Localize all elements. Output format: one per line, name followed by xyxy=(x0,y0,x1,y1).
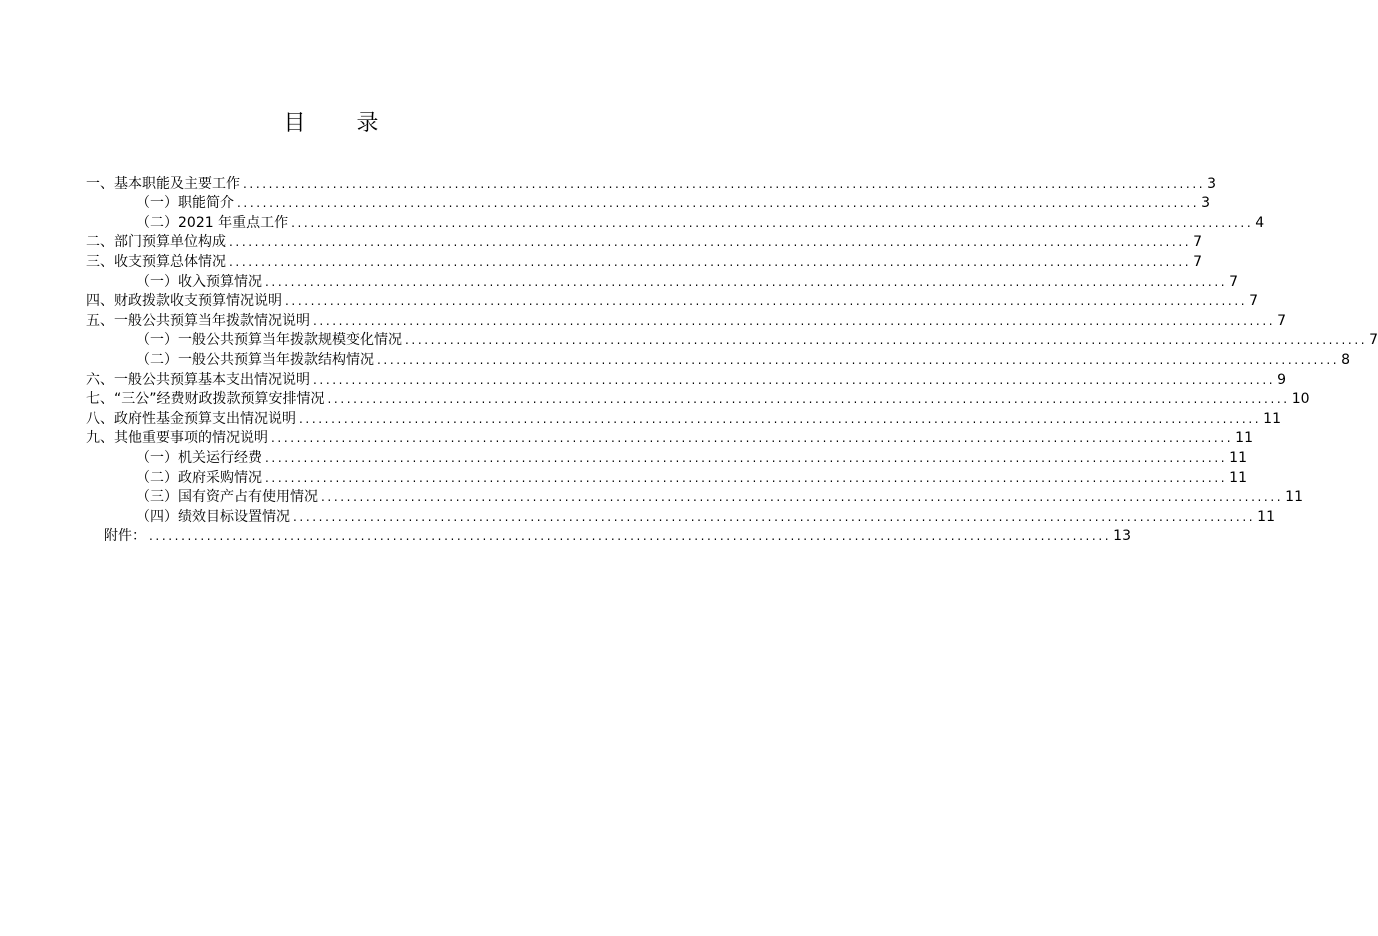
toc-entry[interactable] xyxy=(86,389,1310,409)
toc-entry-page: 8 xyxy=(1341,351,1351,368)
toc-dot-leader: ...................................................................................................................................................... xyxy=(313,372,1276,387)
table-of-contents xyxy=(86,173,1378,545)
toc-entry[interactable] xyxy=(86,428,1253,448)
toc-entry-label: 四、财政拨款收支预算情况说明 xyxy=(86,293,282,310)
toc-dot-leader: ...................................................................................................................................................... xyxy=(149,529,1112,544)
toc-dot-leader: ...................................................................................................................................................... xyxy=(237,196,1200,211)
toc-entry-page: 7 xyxy=(1249,293,1259,310)
toc-entry-page: 3 xyxy=(1207,175,1217,192)
toc-entry-label: （三）国有资产占有使用情况 xyxy=(136,489,318,506)
toc-entry[interactable] xyxy=(86,369,1287,389)
toc-dot-leader: ...................................................................................................................................................... xyxy=(327,392,1290,407)
toc-entry-label: （一）职能简介 xyxy=(136,195,234,212)
toc-entry-page: 7 xyxy=(1369,332,1378,349)
toc-entry[interactable] xyxy=(86,487,1303,507)
toc-entry-page: 9 xyxy=(1277,371,1287,388)
toc-entry[interactable] xyxy=(86,251,1203,271)
toc-dot-leader: ...................................................................................................................................................... xyxy=(291,215,1254,230)
toc-entry-label: （一）一般公共预算当年拨款规模变化情况 xyxy=(136,332,402,349)
toc-entry[interactable] xyxy=(86,271,1239,291)
toc-dot-leader: ...................................................................................................................................................... xyxy=(229,254,1192,269)
toc-entry-page: 11 xyxy=(1229,449,1247,466)
toc-entry[interactable] xyxy=(86,212,1265,232)
toc-entry-label: （一）机关运行经费 xyxy=(136,449,262,466)
toc-entry-page: 7 xyxy=(1193,234,1203,251)
toc-entry[interactable] xyxy=(86,349,1351,369)
toc-entry[interactable] xyxy=(86,447,1247,467)
toc-dot-leader: ...................................................................................................................................................... xyxy=(265,274,1228,289)
toc-dot-leader: ...................................................................................................................................................... xyxy=(285,294,1248,309)
toc-dot-leader: ...................................................................................................................................................... xyxy=(265,450,1228,465)
toc-entry-label: 三、收支预算总体情况 xyxy=(86,253,226,270)
toc-entry[interactable] xyxy=(86,330,1378,350)
toc-dot-leader: ...................................................................................................................................................... xyxy=(243,176,1206,191)
toc-dot-leader: ...................................................................................................................................................... xyxy=(293,509,1256,524)
toc-entry[interactable] xyxy=(86,193,1211,213)
toc-entry[interactable] xyxy=(86,408,1281,428)
toc-entry-page: 7 xyxy=(1277,312,1287,329)
toc-dot-leader: ...................................................................................................................................................... xyxy=(299,411,1262,426)
toc-entry-page: 11 xyxy=(1257,508,1275,525)
toc-entry-label: （四）绩效目标设置情况 xyxy=(136,508,290,525)
toc-dot-leader: ...................................................................................................................................................... xyxy=(321,490,1284,505)
toc-entry-label: 一、基本职能及主要工作 xyxy=(86,175,240,192)
toc-entry[interactable] xyxy=(86,506,1275,526)
toc-entry-label: 八、政府性基金预算支出情况说明 xyxy=(86,410,296,427)
toc-entry-label: （二）2021 年重点工作 xyxy=(136,214,289,231)
toc-entry-page: 7 xyxy=(1193,253,1203,270)
toc-dot-leader: ...................................................................................................................................................... xyxy=(377,352,1340,367)
toc-entry-page: 4 xyxy=(1255,214,1265,231)
toc-entry-label: 五、一般公共预算当年拨款情况说明 xyxy=(86,312,310,329)
toc-entry-label: （二）一般公共预算当年拨款结构情况 xyxy=(136,351,374,368)
toc-entry-page: 11 xyxy=(1229,469,1247,486)
toc-entry-label: 二、部门预算单位构成 xyxy=(86,234,226,251)
toc-dot-leader: ...................................................................................................................................................... xyxy=(313,313,1276,328)
toc-entry[interactable] xyxy=(86,232,1203,252)
toc-entry-label: 七、“三公”经费财政拨款预算安排情况 xyxy=(86,391,325,408)
toc-entry[interactable] xyxy=(86,291,1259,311)
toc-entry-page: 11 xyxy=(1285,489,1303,506)
toc-dot-leader: ...................................................................................................................................................... xyxy=(265,470,1228,485)
toc-entry[interactable] xyxy=(86,173,1217,193)
toc-dot-leader: ...................................................................................................................................................... xyxy=(229,235,1192,250)
toc-entry[interactable] xyxy=(86,467,1247,487)
toc-entry-label: （二）政府采购情况 xyxy=(136,469,262,486)
toc-entry-label: （一）收入预算情况 xyxy=(136,273,262,290)
toc-entry-page: 7 xyxy=(1229,273,1239,290)
toc-dot-leader: ...................................................................................................................................................... xyxy=(405,333,1368,348)
toc-entry-page: 11 xyxy=(1263,410,1281,427)
toc-entry-label: 附件： xyxy=(104,528,146,545)
toc-dot-leader: ...................................................................................................................................................... xyxy=(271,431,1234,446)
toc-entry-page: 10 xyxy=(1291,391,1310,408)
toc-entry-page: 3 xyxy=(1201,195,1211,212)
toc-entry[interactable] xyxy=(86,526,1131,546)
toc-entry-label: 六、一般公共预算基本支出情况说明 xyxy=(86,371,310,388)
toc-entry-label: 九、其他重要事项的情况说明 xyxy=(86,430,268,447)
toc-entry-page: 11 xyxy=(1235,430,1253,447)
toc-entry-page: 13 xyxy=(1113,528,1131,545)
toc-entry[interactable] xyxy=(86,310,1287,330)
page-title: 目 录 xyxy=(283,111,401,136)
